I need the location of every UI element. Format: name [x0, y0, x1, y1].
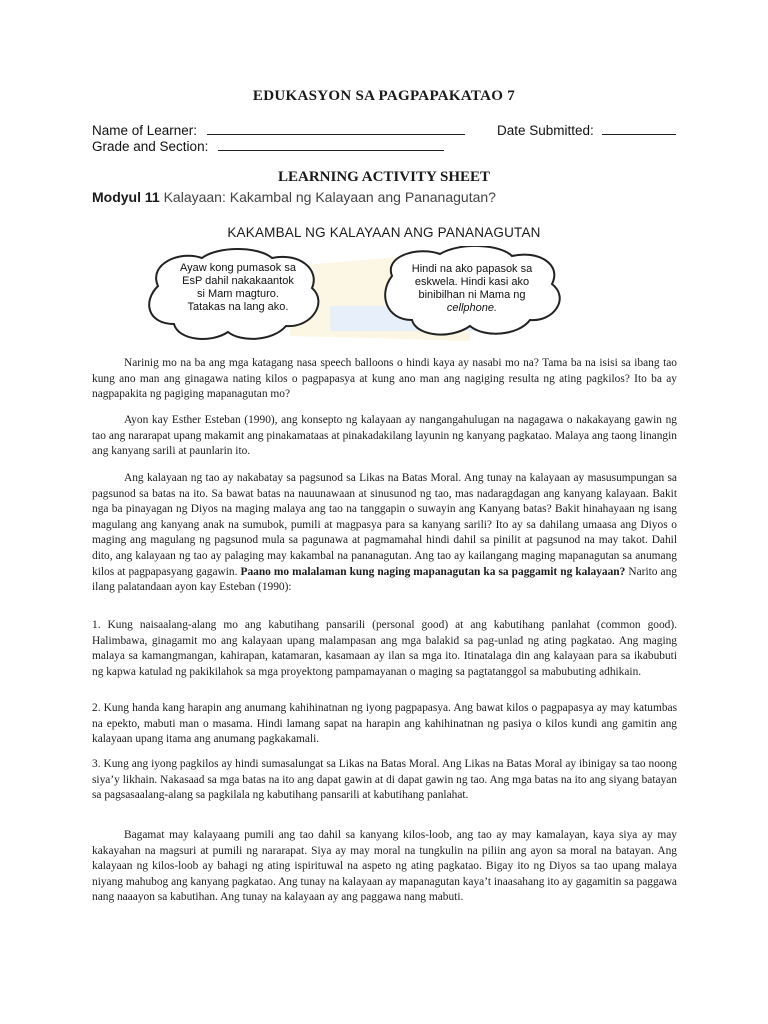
modyul-topic: Kalayaan: Kakambal ng Kalayaan ang Pananagutan?: [163, 189, 496, 205]
paragraph-3-main: Ang kalayaan ng tao ay nakabatay sa pagsunod sa Likas na Batas Moral. Ang tunay na kalayaan ay masusumpungan sa pagsunod sa batas na ito. Sa bawat batas na nauunawaan at sinusunod ng tao, mas nadaragdagan ang kanyang kalayaan. Bakit nga ba pinayagan ng Diyos na maging malaya ang tao na tanggapin o suwayin ang Kanyang batas? Bakit hinahayaan ng isang magulang ang kanyang anak na sumubok, pumili at magpasya para sa kanyang sarili? Ito ay sa dahilang umaasa ang Diyos o maging ang magulang ng pagsunod mula sa pagunawa at pagmamahal hindi dahil sa pinilit at pagsunod na may takot. Dahil dito, ang kalayaan ng tao ay palaging may kakambal na pananagutan. Ang tao ay kailangang maging mapanagutan sa anumang kilos at pagpapasyang gagawin.: [92, 472, 677, 578]
speech-balloons: [140, 246, 610, 346]
paragraph-1: Narinig mo na ba ang mga katagang nasa speech balloons o hindi kaya ay nasabi mo na? Tama ba na isisi sa ibang tao kung ano man ang ginagawa nating kilos o pagpapasya at kung ano man ang nagiging resulta ng ating pagkilos? Ito ba ay nagpapakita ng pagiging mapanagutan mo?: [92, 357, 677, 401]
date-label: Date Submitted:: [497, 123, 594, 138]
date-submitted-group: [497, 122, 676, 138]
date-blank[interactable]: [602, 122, 676, 135]
right-balloon-text: [402, 263, 542, 315]
learner-name-row: [92, 122, 692, 138]
subject-title: EDUKASYON SA PAGPAPAKATAO 7: [252, 88, 516, 104]
right-balloon-italic: cellphone.: [446, 302, 498, 314]
paragraph-2: Ayon kay Esther Esteban (1990), ang konsepto ng kalayaan ay nangangahulugan na nagagawa o nakakayang gawin ng tao ang nararapat upang makamit ang pinakamataas at pinakadakilang layunin ng kanyang pagkatao. Malaya ang taong linangin ang kanyang sarili at paunlarin ito.: [92, 414, 677, 458]
name-label: Name of Learner:: [92, 123, 198, 138]
paragraph-7: Bagamat may kalayaang pumili ang tao dahil sa kanyang kilos-loob, ang tao ay may kamalayan, kaya siya ay may kakayahan na magsuri at pumili ng nararapat. Siya ay may moral na tungkulin na piliin ang ayon sa moral na batayan. Ang kalayaan ng kilos-loob ay bahagi ng ating ispirituwal na aspeto ng ating pagkatao. Bigay ito ng Diyos sa tao upang malaya niyang mahubog ang kanyang pagkatao. Ang tunay na kalayaan ay mapanagutan kaya’t inaasahang ito ay gagamitin sa paggawa nang naaayon sa kabutihan. Ang tunay na kalayaan ay ang paggawa nang mabuti.: [92, 829, 677, 904]
paragraph-3-question: Paano mo malalaman kung naging mapanagutan ka sa paggamit ng kalayaan?: [240, 565, 626, 578]
paragraph-intro: [92, 356, 677, 403]
list-item-2: [92, 701, 677, 748]
modyul-number: Modyul 11: [92, 189, 160, 205]
left-balloon-text: Ayaw kong pumasok sa EsP dahil nakakaantok si Mam magturo. Tatakas na lang ako.: [180, 262, 296, 313]
sheet-title: LEARNING ACTIVITY SHEET: [278, 169, 490, 185]
grade-blank[interactable]: [218, 138, 444, 151]
right-balloon-main: Hindi na ako papasok sa eskwela. Hindi kasi ako binibilhan ni Mama ng: [411, 263, 533, 301]
paragraph-definition: [92, 413, 677, 460]
paragraph-3: [92, 471, 677, 596]
list-item-3: [92, 757, 677, 804]
name-blank[interactable]: [207, 122, 465, 135]
lesson-subtitle: KAKAMBAL NG KALAYAAN ANG PANANAGUTAN: [227, 225, 541, 240]
paragraph-6: 3. Kung ang iyong pagkilos ay hindi sumasalungat sa Likas na Batas Moral. Ang Likas na Batas Moral ay ibinigay sa tao noong siya’y likhain. Nakasaad sa mga batas na ito ang dapat gawin at di dapat gawin ng tao. Ang mga batas na ito ang siyang batayan sa pagsasaalang-alang sa pagkilala ng kabutihang pansarili at kabutihang panlahat.: [92, 758, 677, 802]
list-item-1: [92, 618, 677, 680]
grade-label: Grade and Section:: [92, 139, 209, 154]
paragraph-5: 2. Kung handa kang harapin ang anumang kahihinatnan ng iyong pagpapasya. Ang bawat kilos o pagpapasya ay may katumbas na epekto, mabuti man o masama. Hindi lamang sapat na harapin ang kahihinatnan ng pasiya o kilos kundi ang gamitin ang kalayaan upang itama ang anumang pagkakamali.: [92, 702, 677, 746]
grade-section-row: [92, 138, 692, 154]
modyul-heading: [92, 189, 496, 205]
paragraph-3-end: Narito ang ilang palatandaan ayon kay Esteban (1990):: [92, 565, 677, 594]
paragraph-conclusion: [92, 828, 677, 906]
paragraph-4: 1. Kung naisaalang-alang mo ang kabutihang pansarili (personal good) at ang kabutihang panlahat (common good). Halimbawa, ginagamit mo ang kalayaan upang malampasan ang mga balakid sa pag-unlad ng ating pagkatao. Ang maging malaya sa kamangmangan, kahirapan, katamaran, kasamaan ay ilan sa mga ito. Itinatalaga din ang kalayaan para sa ikabubuti ng kapwa katulad ng pakikilahok sa mga proyektong pampamayanan o maging sa pagtatanggol sa mabubuting adhikain.: [92, 619, 677, 678]
paragraph-moral-law: [92, 471, 677, 596]
